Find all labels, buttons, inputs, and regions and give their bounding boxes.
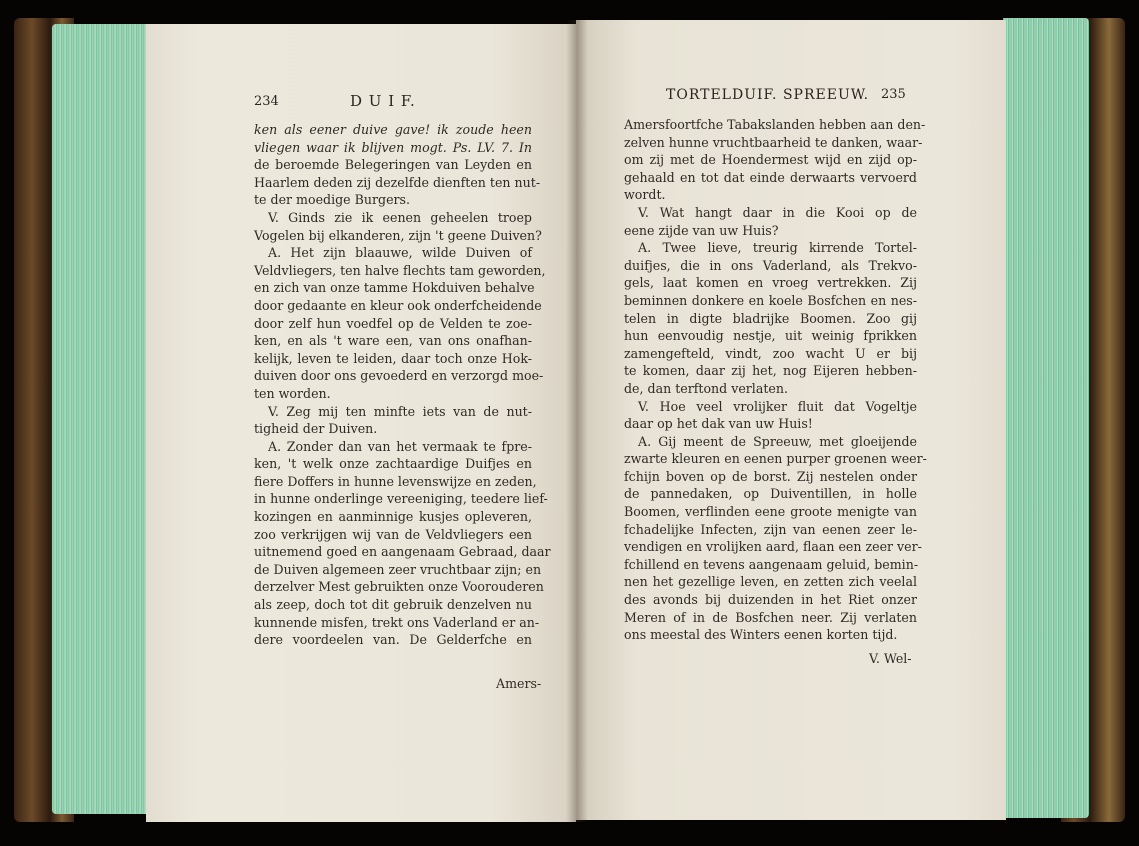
text-line: fchadelijke Infecten, zijn van eenen zeer le- bbox=[624, 521, 917, 537]
text-line: uitnemend goed en aangenaam Gebraad, daar bbox=[254, 544, 551, 560]
text-line: V. Ginds zie ik eenen geheelen troep bbox=[268, 209, 532, 225]
left-page-edges bbox=[52, 24, 148, 814]
text-line: de pannedaken, op Duiventillen, in holle bbox=[624, 486, 917, 502]
text-line: A. Twee lieve, treurig kirrende Tortel- bbox=[638, 240, 917, 256]
text-line: als zeep, doch tot dit gebruik denzelven nu bbox=[254, 597, 532, 613]
text-line: door gedaante en kleur ook onderfcheidende bbox=[254, 297, 542, 313]
text-line: ken als eener duive gave! ik zoude heen bbox=[254, 122, 532, 137]
text-line: Boomen, verflinden eene groote menigte van bbox=[624, 504, 917, 520]
text-line: te komen, daar zij het, nog Eijeren hebben- bbox=[624, 363, 917, 379]
left-catchword: Amers- bbox=[496, 676, 542, 691]
text-line: derzelver Mest gebruikten onze Voorouderen bbox=[254, 579, 544, 595]
text-line: te der moedige Burgers. bbox=[254, 192, 411, 208]
text-line: Haarlem deden zij dezelfde dienften ten nut- bbox=[254, 174, 541, 190]
text-line: A. Zonder dan van het vermaak te fpre- bbox=[268, 438, 532, 454]
left-running-head: D U I F. bbox=[350, 92, 416, 110]
text-line: duiven door ons gevoederd en verzorgd moe- bbox=[254, 368, 544, 384]
text-line: Veldvliegers, ten halve flechts tam geworden, bbox=[254, 262, 546, 278]
text-line: gels, laat komen en vroeg vertrekken. Zij bbox=[624, 275, 917, 291]
text-line: A. Het zijn blaauwe, wilde Duiven of bbox=[268, 245, 532, 261]
text-line: om zij met de Hoendermest wijd en zijd op- bbox=[624, 152, 917, 168]
text-line: nen het gezellige leven, en zetten zich veelal bbox=[624, 574, 917, 590]
text-line: wordt. bbox=[624, 187, 666, 203]
text-line: tigheid der Duiven. bbox=[254, 421, 378, 437]
right-page-edges bbox=[1003, 18, 1089, 818]
left-page bbox=[146, 24, 576, 822]
text-line: ons meestal des Winters eenen korten tijd. bbox=[624, 627, 898, 643]
text-line: V. Wat hangt daar in die Kooi op de bbox=[638, 204, 917, 220]
text-line: door zelf hun voedfel op de Velden te zoe- bbox=[254, 315, 532, 331]
text-line: de, dan terftond verlaten. bbox=[624, 380, 788, 396]
text-line: Meren of in de Bosfchen neer. Zij verlaten bbox=[624, 609, 917, 625]
text-line: de beroemde Belegeringen van Leyden en bbox=[254, 157, 532, 173]
text-line: ten worden. bbox=[254, 385, 331, 401]
text-line: zoo verkrijgen wij van de Veldvliegers een bbox=[254, 526, 532, 542]
text-line: kozingen en aanminnige kusjes opleveren, bbox=[254, 509, 532, 525]
text-line: zamengefteld, vindt, zoo wacht U er bij bbox=[624, 345, 917, 361]
text-line: V. Zeg mij ten minfte iets van de nut- bbox=[268, 403, 532, 419]
text-line: dere voordeelen van. De Gelderfche en bbox=[254, 632, 532, 648]
text-line: kelijk, leven te leiden, daar toch onze Hok- bbox=[254, 350, 532, 366]
text-line: zwarte kleuren en eenen purper groenen weer- bbox=[624, 451, 927, 467]
book-gutter bbox=[566, 20, 588, 822]
text-line: daar op het dak van uw Huis! bbox=[624, 416, 813, 432]
right-body-text bbox=[624, 116, 927, 644]
right-catchword: V. Wel- bbox=[869, 651, 912, 666]
text-line: fchillend en tevens aangenaam geluid, bemin- bbox=[624, 556, 919, 572]
text-line: fiere Doffers in hunne levenswijze en zeden, bbox=[254, 473, 537, 489]
text-line: in hunne onderlinge vereeniging, teedere lief- bbox=[254, 491, 548, 507]
text-line: vendigen en vrolijken aard, flaan een zeer ver- bbox=[624, 539, 922, 555]
text-line: duifjes, die in ons Vaderland, als Trekvo- bbox=[624, 257, 917, 273]
text-line: eene zijde van uw Huis? bbox=[624, 222, 779, 238]
text-line: ken, en als 't ware een, van ons onafhan- bbox=[254, 333, 532, 349]
right-page-number: 235 bbox=[881, 87, 906, 102]
text-line: V. Hoe veel vrolijker fluit dat Vogeltje bbox=[638, 398, 917, 414]
text-line: Amersfoortfche Tabakslanden hebben aan den- bbox=[624, 117, 926, 132]
left-page-number: 234 bbox=[254, 94, 279, 109]
text-line: kunnende misfen, trekt ons Vaderland er an- bbox=[254, 614, 540, 630]
text-line: A. Gij meent de Spreeuw, met gloeijende bbox=[638, 433, 917, 449]
text-line: vliegen waar ik blijven mogt. Ps. LV. 7. In bbox=[254, 139, 532, 155]
text-line: fchijn boven op de borst. Zij nestelen onder bbox=[624, 468, 917, 484]
text-line: ken, 't welk onze zachtaardige Duifjes en bbox=[254, 456, 532, 472]
text-line: en zich van onze tamme Hokduiven behalve bbox=[254, 280, 535, 296]
text-line: gehaald en tot dat einde derwaarts vervoerd bbox=[624, 169, 917, 185]
right-running-head: TORTELDUIF. SPREEUW. bbox=[666, 87, 870, 103]
right-page bbox=[576, 20, 1006, 820]
text-line: telen in digte bladrijke Boomen. Zoo gij bbox=[624, 310, 917, 326]
text-line: des avonds bij duizenden in het Riet onzer bbox=[624, 592, 917, 608]
text-line: zelven hunne vruchtbaarheid te danken, waar- bbox=[624, 134, 923, 150]
text-line: hun eenvoudig nestje, uit weinig fprikken bbox=[624, 328, 917, 344]
text-line: Vogelen bij elkanderen, zijn 't geene Duiven? bbox=[254, 227, 542, 243]
text-line: beminnen donkere en koele Bosfchen en nes- bbox=[624, 292, 917, 308]
left-body-text bbox=[254, 121, 551, 649]
text-line: de Duiven algemeen zeer vruchtbaar zijn; en bbox=[254, 561, 542, 577]
